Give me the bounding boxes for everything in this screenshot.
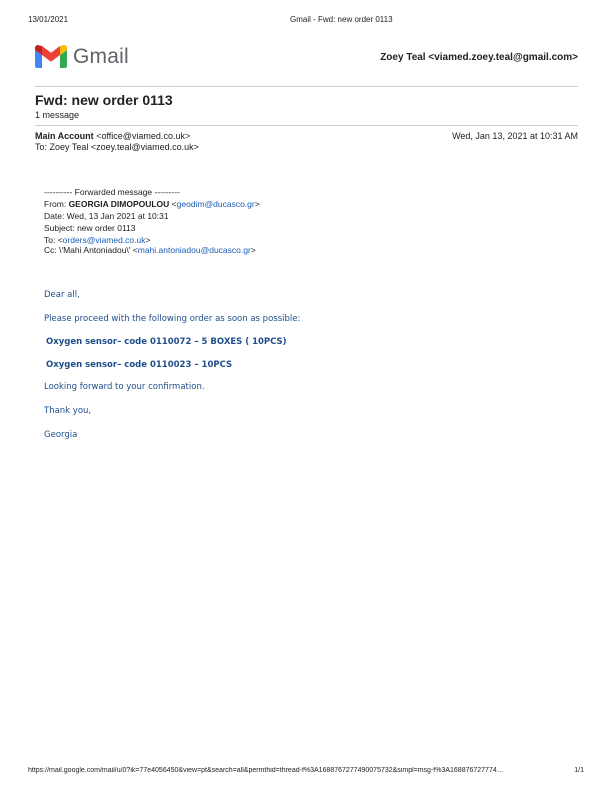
from-label: From: bbox=[44, 199, 69, 209]
recipient-line: To: Zoey Teal <zoey.teal@viamed.co.uk> bbox=[35, 142, 199, 152]
order-item-1: Oxygen sensor– code 0110072 – 5 BOXES ( 10PCS) bbox=[46, 337, 287, 347]
thanks-line: Thank you, bbox=[44, 406, 92, 416]
to-bracket-close: > bbox=[145, 235, 151, 245]
forwarded-cc bbox=[44, 245, 256, 255]
sender-name: Main Account bbox=[35, 131, 94, 141]
forwarded-date: Date: Wed, 13 Jan 2021 at 10:31 bbox=[44, 211, 169, 221]
print-date: 13/01/2021 bbox=[28, 15, 69, 24]
order-item-2: Oxygen sensor– code 0110023 – 10PCS bbox=[46, 360, 233, 370]
to-label: To: < bbox=[44, 235, 63, 245]
from-bracket-close: > bbox=[254, 199, 260, 209]
message-count: 1 message bbox=[35, 110, 80, 120]
account-email: Zoey Teal <viamed.zoey.teal@gmail.com> bbox=[380, 52, 578, 63]
forwarded-to bbox=[44, 235, 150, 245]
print-title: Gmail - Fwd: new order 0113 bbox=[290, 15, 393, 24]
intro-line: Please proceed with the following order as soon as possible: bbox=[44, 314, 301, 324]
gmail-logo-icon bbox=[35, 43, 67, 69]
from-email-link[interactable]: geodim@ducasco.gr bbox=[176, 199, 255, 209]
print-url: https://mail.google.com/mail/u/0?ik=77e4056450&view=pt&search=all&permthid=thread-f%3A1688767277490075732&simpl=msg-f%3A168876727774… bbox=[28, 767, 504, 774]
forwarded-subject: Subject: new order 0113 bbox=[44, 223, 136, 233]
greeting: Dear all, bbox=[44, 290, 80, 300]
message-date: Wed, Jan 13, 2021 at 10:31 AM bbox=[452, 131, 578, 141]
to-email-link[interactable]: orders@viamed.co.uk bbox=[62, 235, 146, 245]
forwarded-divider: ---------- Forwarded message --------- bbox=[44, 187, 180, 197]
gmail-logo-text: Gmail bbox=[73, 45, 129, 68]
cc-email-link[interactable]: mahi.antoniadou@ducasco.gr bbox=[137, 245, 251, 255]
signature: Georgia bbox=[44, 430, 78, 440]
header-divider bbox=[35, 86, 578, 87]
forwarded-from bbox=[44, 199, 260, 209]
cc-bracket-close: > bbox=[250, 245, 256, 255]
thread-subject: Fwd: new order 0113 bbox=[35, 92, 173, 108]
from-bracket-open: < bbox=[169, 199, 177, 209]
cc-label: Cc: \'Mahi Antoniadou\' < bbox=[44, 245, 138, 255]
sender-email: <office@viamed.co.uk> bbox=[96, 131, 191, 141]
closing-line: Looking forward to your confirmation. bbox=[44, 382, 205, 392]
from-name: GEORGIA DIMOPOULOU bbox=[68, 199, 170, 209]
subject-divider bbox=[35, 125, 578, 126]
sender-line bbox=[35, 131, 190, 141]
print-page: 1/1 bbox=[574, 767, 584, 774]
